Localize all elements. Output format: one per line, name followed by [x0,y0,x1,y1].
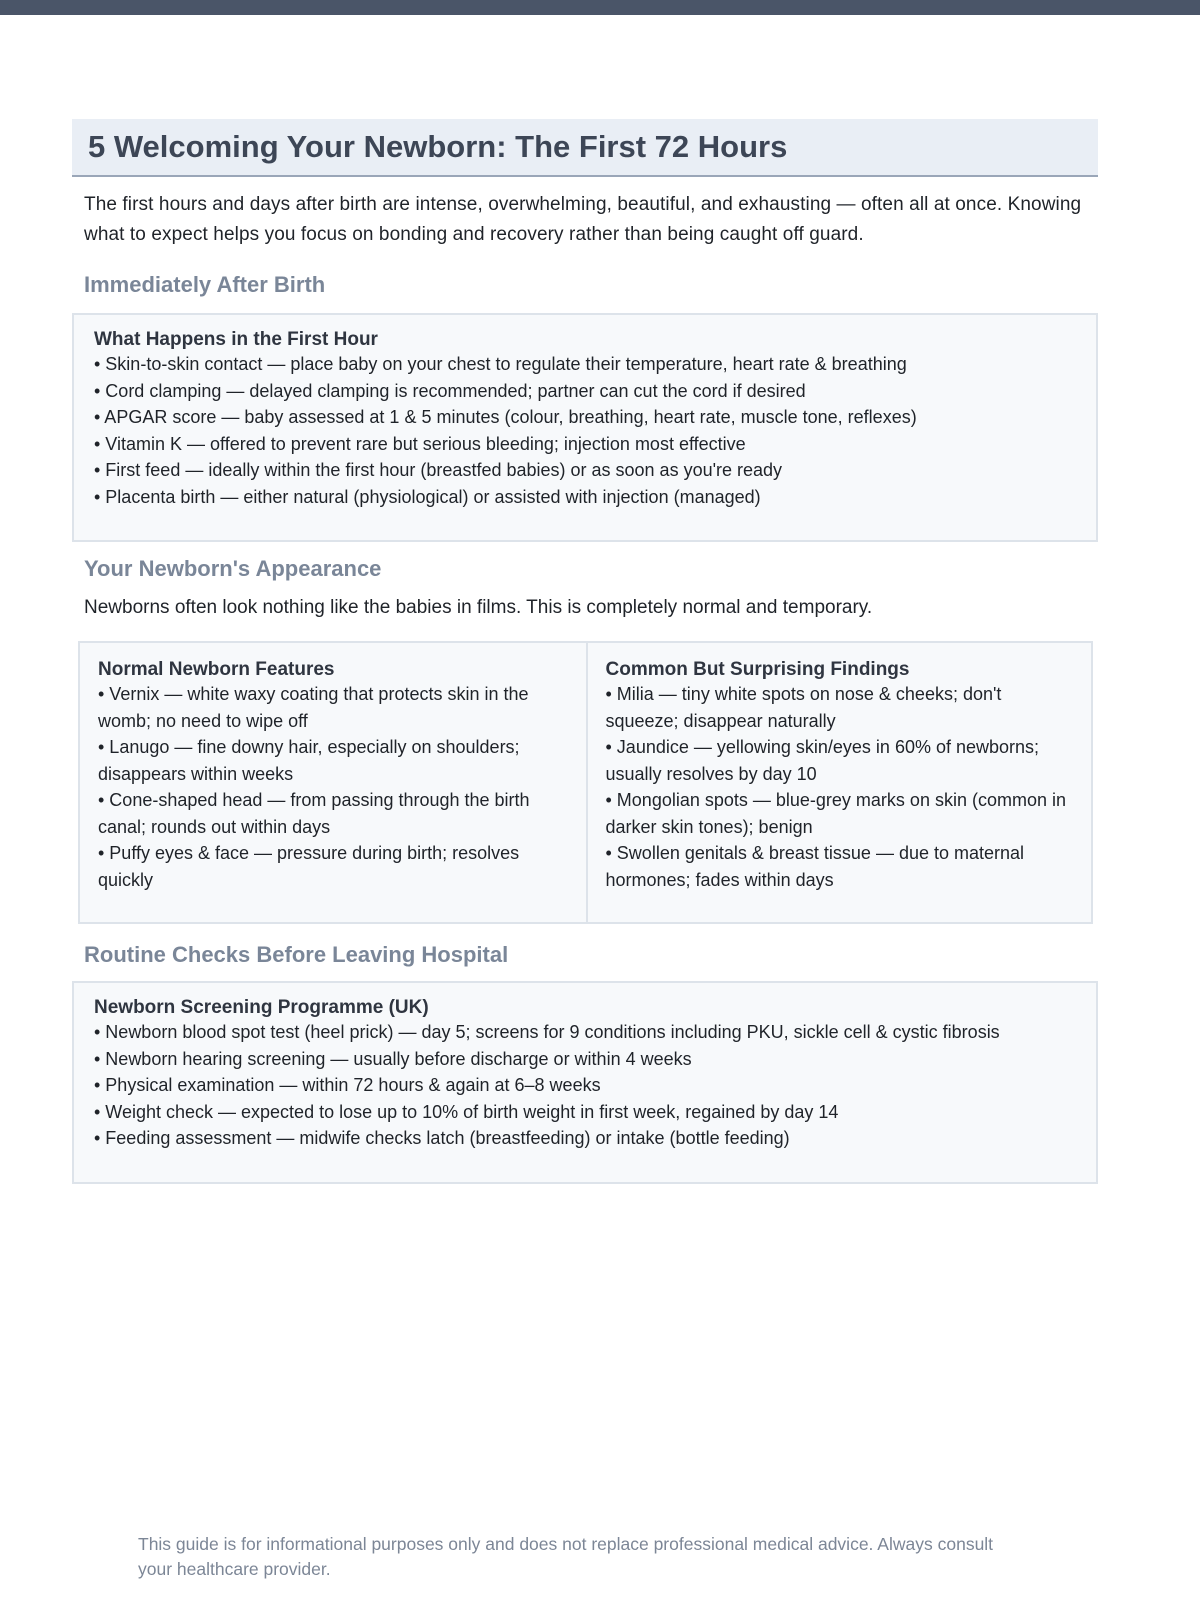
list-item: • Lanugo — fine downy hair, especially on shoulders; disappears within weeks [98,737,520,784]
screening-panel [72,981,1098,1184]
list-item: • Newborn hearing screening — usually before discharge or within 4 weeks [94,1048,692,1069]
list-item: • APGAR score — baby assessed at 1 & 5 minutes (colour, breathing, heart rate, muscle tone, reflexes) [94,407,917,427]
intro-paragraph: The first hours and days after birth are intense, overwhelming, beautiful, and exhausting — often all at once. Knowing what to expect helps you focus on bonding and recovery rather than being caught off guard. [84,194,1082,245]
list-item: • Weight check — expected to lose up to 10% of birth weight in first week, regained by day 14 [94,1101,839,1122]
surprising-findings-column [586,643,1092,922]
list-item: • Cone-shaped head — from passing through the birth canal; rounds out within days [98,790,530,837]
list-item: • Mongolian spots — blue-grey marks on skin (common in darker skin tones); benign [605,790,1066,837]
list-item: • Newborn blood spot test (heel prick) — day 5; screens for 9 conditions including PKU, sickle cell & cystic fibrosis [94,1022,1000,1042]
list-item: • Vernix — white waxy coating that protects skin in the womb; no need to wipe off [98,684,529,731]
list-item: • Cord clamping — delayed clamping is recommended; partner can cut the cord if desired [94,380,806,401]
list-item: • Placenta birth — either natural (physiological) or assisted with injection (managed) [94,486,761,507]
appearance-subtext: Newborns often look nothing like the babies in films. This is completely normal and temporary. [84,597,873,618]
normal-features-list [98,681,568,893]
top-bar [0,0,1200,15]
list-item: • Milia — tiny white spots on nose & cheeks; don't squeeze; disappear naturally [605,684,1002,731]
list-item: • Vitamin K — offered to prevent rare but serious bleeding; injection most effective [94,433,746,454]
list-item: • Physical examination — within 72 hours & again at 6–8 weeks [94,1075,601,1095]
normal-features-title: Normal Newborn Features [98,659,335,680]
first-hour-panel [72,313,1098,542]
list-item: • Skin-to-skin contact — place baby on your chest to regulate their temperature, heart rate & breathing [94,354,907,374]
screening-list [94,1019,1076,1152]
list-item: • Jaundice — yellowing skin/eyes in 60% of newborns; usually resolves by day 10 [605,737,1040,784]
surprising-findings-title: Common But Surprising Findings [605,659,910,680]
disclaimer-footer: This guide is for informational purposes only and does not replace professional medical advice. Always consult your healthcare provider. [138,1534,994,1579]
surprising-findings-list [606,681,1074,893]
appearance-grid [78,641,1093,924]
list-item: • Feeding assessment — midwife checks latch (breastfeeding) or intake (bottle feeding) [94,1128,790,1148]
section-heading-appearance: Your Newborn's Appearance [84,556,382,581]
chapter-title: 5 Welcoming Your Newborn: The First 72 Hours [88,129,788,164]
first-hour-panel-title: What Happens in the First Hour [94,329,378,350]
list-item: • Swollen genitals & breast tissue — due to maternal hormones; fades within days [605,843,1025,890]
chapter-header [72,119,1098,177]
list-item: • First feed — ideally within the first hour (breastfed babies) or as soon as you're ready [94,460,783,480]
section-heading-routine: Routine Checks Before Leaving Hospital [84,942,509,967]
section-heading-immediately: Immediately After Birth [84,272,326,297]
first-hour-list [94,351,1076,510]
normal-features-column [80,643,586,922]
list-item: • Puffy eyes & face — pressure during birth; resolves quickly [98,843,520,890]
screening-panel-title: Newborn Screening Programme (UK) [94,997,429,1018]
